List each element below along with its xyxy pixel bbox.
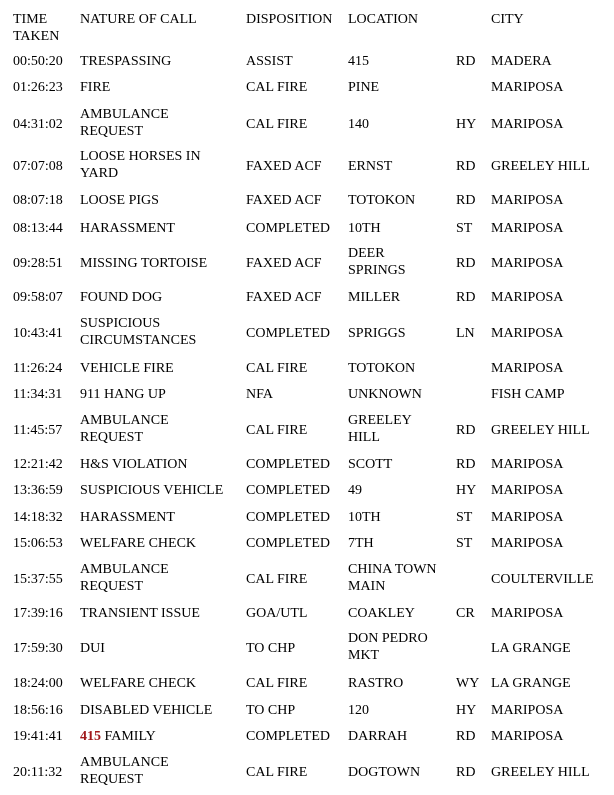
table-row — [0, 315, 614, 351]
call-nature — [80, 360, 174, 377]
call-city: MARIPOSA — [491, 729, 564, 744]
call-nature-line: AMBULANCE — [80, 107, 169, 122]
header-nature: NATURE OF CALL — [80, 12, 197, 27]
call-location-line: UNKNOWN — [348, 387, 422, 402]
call-nature-line: MISSING TORTOISE — [80, 256, 208, 271]
table-row — [0, 245, 614, 281]
call-city: GREELEY HILL — [491, 765, 590, 780]
call-location — [348, 289, 400, 306]
call-time: 11:26:24 — [13, 361, 63, 376]
header-row — [0, 11, 614, 45]
call-nature-line: REQUEST — [80, 579, 143, 594]
call-location — [348, 764, 420, 781]
table-row — [0, 106, 614, 142]
call-time: 14:18:32 — [13, 510, 63, 525]
call-nature-line: REQUEST — [80, 124, 143, 139]
call-city: MARIPOSA — [491, 510, 564, 525]
table-row — [0, 630, 614, 666]
call-location-line: DON PEDRO — [348, 631, 428, 646]
call-time: 01:26:23 — [13, 80, 63, 95]
call-disposition: COMPLETED — [246, 536, 330, 551]
call-time: 09:58:07 — [13, 290, 63, 305]
call-nature — [80, 456, 187, 473]
call-city: MARIPOSA — [491, 326, 564, 341]
call-nature — [80, 754, 169, 788]
call-location — [348, 702, 369, 719]
call-disposition: TO CHP — [246, 641, 296, 656]
call-street-suffix: ST — [456, 221, 473, 236]
table-row — [0, 534, 614, 552]
table-row — [0, 412, 614, 448]
call-disposition: NFA — [246, 387, 273, 402]
call-disposition: GOA/UTL — [246, 606, 308, 621]
call-nature-line: AMBULANCE — [80, 755, 169, 770]
call-time: 15:37:55 — [13, 572, 63, 587]
call-location-line: 120 — [348, 703, 369, 718]
call-city: MARIPOSA — [491, 606, 564, 621]
call-street-suffix: HY — [456, 483, 477, 498]
call-location — [348, 605, 415, 622]
call-nature — [80, 412, 169, 446]
call-nature-line: 911 HANG UP — [80, 387, 166, 402]
call-location-line: MILLER — [348, 290, 401, 305]
call-location-line: 10TH — [348, 510, 381, 525]
call-location-line: 7TH — [348, 536, 374, 551]
call-time: 07:07:08 — [13, 159, 63, 174]
call-nature-line: AMBULANCE — [80, 562, 169, 577]
table-row — [0, 219, 614, 237]
call-disposition: COMPLETED — [246, 510, 330, 525]
call-nature — [80, 386, 166, 403]
call-street-suffix: WY — [456, 676, 480, 691]
call-street-suffix: RD — [456, 729, 476, 744]
table-row — [0, 359, 614, 377]
call-location-line: TOTOKON — [348, 193, 416, 208]
call-nature-line: LOOSE PIGS — [80, 193, 159, 208]
call-location-line: ERNST — [348, 159, 393, 174]
call-nature — [80, 315, 196, 349]
call-city: MARIPOSA — [491, 193, 564, 208]
call-location — [348, 630, 428, 664]
call-nature — [80, 220, 175, 237]
call-disposition: COMPLETED — [246, 326, 330, 341]
call-location-line: RASTRO — [348, 676, 404, 691]
call-time: 18:24:00 — [13, 676, 63, 691]
call-time: 09:28:51 — [13, 256, 63, 271]
call-nature-line: FOUND DOG — [80, 290, 163, 305]
call-nature-line: WELFARE CHECK — [80, 536, 197, 551]
call-nature-line: CIRCUMSTANCES — [80, 333, 197, 348]
table-row — [0, 385, 614, 403]
call-city: LA GRANGE — [491, 641, 571, 656]
call-location-line: HILL — [348, 430, 380, 445]
call-city: MARIPOSA — [491, 256, 564, 271]
call-nature — [80, 53, 171, 70]
call-location-line: MKT — [348, 648, 380, 663]
call-location-line: SPRIGGS — [348, 326, 406, 341]
call-time: 10:43:41 — [13, 326, 63, 341]
call-nature-line: SUSPICIOUS — [80, 316, 161, 331]
call-city: COULTERVILLE — [491, 572, 594, 587]
call-location — [348, 158, 392, 175]
call-nature-line: DUI — [80, 641, 105, 656]
call-street-suffix: HY — [456, 117, 477, 132]
call-nature-line: FIRE — [80, 80, 111, 95]
call-nature — [80, 535, 196, 552]
call-nature-line: AMBULANCE — [80, 413, 169, 428]
call-location-line: 10TH — [348, 221, 381, 236]
call-location-line: PINE — [348, 80, 380, 95]
call-street-suffix: CR — [456, 606, 475, 621]
call-nature — [80, 482, 223, 499]
call-city: MARIPOSA — [491, 361, 564, 376]
header-disposition: DISPOSITION — [246, 12, 333, 27]
call-time: 20:11:32 — [13, 765, 63, 780]
call-location — [348, 561, 437, 595]
call-time: 12:21:42 — [13, 457, 63, 472]
table-row — [0, 481, 614, 499]
call-location-line: DOGTOWN — [348, 765, 421, 780]
call-disposition: COMPLETED — [246, 729, 330, 744]
call-nature: 415 FAMILY — [80, 729, 156, 744]
call-disposition: FAXED ACF — [246, 256, 322, 271]
call-street-suffix: RD — [456, 256, 476, 271]
call-location — [348, 325, 406, 342]
call-disposition: CAL FIRE — [246, 765, 308, 780]
header-city: CITY — [491, 12, 524, 27]
call-nature-line: REQUEST — [80, 772, 143, 787]
table-row — [0, 455, 614, 473]
call-location-line: MAIN — [348, 579, 386, 594]
call-nature-line: REQUEST — [80, 430, 143, 445]
call-location-line: CHINA TOWN — [348, 562, 437, 577]
call-nature — [80, 640, 105, 657]
call-nature-line: LOOSE HORSES IN — [80, 149, 201, 164]
call-street-suffix: RD — [456, 290, 476, 305]
call-city: GREELEY HILL — [491, 423, 590, 438]
call-street-suffix: ST — [456, 536, 473, 551]
call-street-suffix: RD — [456, 54, 476, 69]
call-nature — [80, 702, 212, 719]
call-location-line: 415 — [348, 54, 369, 69]
call-city: MARIPOSA — [491, 536, 564, 551]
table-row — [0, 288, 614, 306]
call-location-line: 140 — [348, 117, 369, 132]
call-time: 11:34:31 — [13, 387, 63, 402]
table-row — [0, 701, 614, 719]
call-location — [348, 116, 369, 133]
call-street-suffix: RD — [456, 457, 476, 472]
call-nature-line: VEHICLE FIRE — [80, 361, 174, 376]
table-row — [0, 508, 614, 526]
call-street-suffix: RD — [456, 423, 476, 438]
call-location-line: TOTOKON — [348, 361, 416, 376]
call-time: 17:39:16 — [13, 606, 63, 621]
call-disposition: CAL FIRE — [246, 80, 308, 95]
call-time: 19:41:41 — [13, 729, 63, 744]
call-nature — [80, 605, 200, 622]
call-location-line: COAKLEY — [348, 606, 415, 621]
call-street-suffix: HY — [456, 703, 477, 718]
call-disposition: CAL FIRE — [246, 361, 308, 376]
call-nature — [80, 192, 159, 209]
call-location — [348, 728, 407, 745]
call-disposition: CAL FIRE — [246, 117, 308, 132]
call-location — [348, 192, 415, 209]
call-street-suffix: RD — [456, 765, 476, 780]
call-street-suffix: ST — [456, 510, 473, 525]
header-location: LOCATION — [348, 12, 418, 27]
call-nature — [80, 675, 196, 692]
call-time: 11:45:57 — [13, 423, 63, 438]
call-time: 18:56:16 — [13, 703, 63, 718]
call-disposition: COMPLETED — [246, 457, 330, 472]
table-row — [0, 148, 614, 184]
call-disposition: FAXED ACF — [246, 193, 322, 208]
call-city: MARIPOSA — [491, 457, 564, 472]
call-nature — [80, 561, 169, 595]
call-street-suffix: RD — [456, 159, 476, 174]
call-location — [348, 245, 406, 279]
call-nature-line: TRANSIENT ISSUE — [80, 606, 200, 621]
table-row — [0, 727, 614, 745]
call-location-line: GREELEY — [348, 413, 412, 428]
call-location — [348, 456, 392, 473]
table-row — [0, 754, 614, 790]
call-street-suffix: RD — [456, 193, 476, 208]
call-nature-line: HARASSMENT — [80, 510, 175, 525]
call-city: FISH CAMP — [491, 387, 565, 402]
header-time-line-1: TIME — [13, 12, 48, 27]
call-location-line: SPRINGS — [348, 263, 406, 278]
call-nature-line: YARD — [80, 166, 119, 181]
call-nature-line: DISABLED VEHICLE — [80, 703, 213, 718]
call-location — [348, 482, 362, 499]
call-nature — [80, 148, 201, 182]
call-time: 08:07:18 — [13, 193, 63, 208]
call-location — [348, 220, 381, 237]
call-location-line: SCOTT — [348, 457, 393, 472]
table-row — [0, 52, 614, 70]
nature-highlight: 415 — [80, 729, 101, 744]
call-location — [348, 79, 379, 96]
call-location — [348, 53, 369, 70]
call-street-suffix: LN — [456, 326, 475, 341]
call-disposition: COMPLETED — [246, 483, 330, 498]
table-row — [0, 674, 614, 692]
call-nature-line: SUSPICIOUS VEHICLE — [80, 483, 224, 498]
call-disposition: FAXED ACF — [246, 290, 322, 305]
call-nature — [80, 106, 169, 140]
call-time: 00:50:20 — [13, 54, 63, 69]
call-nature-line: TRESPASSING — [80, 54, 172, 69]
call-location — [348, 535, 374, 552]
call-disposition: TO CHP — [246, 703, 296, 718]
call-city: MARIPOSA — [491, 290, 564, 305]
call-location-line: DARRAH — [348, 729, 408, 744]
table-row — [0, 78, 614, 96]
call-city: MARIPOSA — [491, 703, 564, 718]
call-nature — [80, 79, 110, 96]
header-time — [13, 11, 59, 45]
call-disposition: CAL FIRE — [246, 676, 308, 691]
call-disposition: COMPLETED — [246, 221, 330, 236]
call-location — [348, 675, 403, 692]
table-row — [0, 191, 614, 209]
call-time: 15:06:53 — [13, 536, 63, 551]
call-location-line: DEER — [348, 246, 385, 261]
call-city: MARIPOSA — [491, 483, 564, 498]
call-disposition: ASSIST — [246, 54, 293, 69]
call-city: LA GRANGE — [491, 676, 571, 691]
call-time: 08:13:44 — [13, 221, 63, 236]
call-nature — [80, 289, 162, 306]
call-location — [348, 386, 422, 403]
call-disposition: FAXED ACF — [246, 159, 322, 174]
table-row — [0, 604, 614, 622]
call-nature-line: H&S VIOLATION — [80, 457, 188, 472]
call-city: GREELEY HILL — [491, 159, 590, 174]
call-city: MARIPOSA — [491, 80, 564, 95]
call-location — [348, 412, 412, 446]
call-time: 17:59:30 — [13, 641, 63, 656]
call-time: 13:36:59 — [13, 483, 63, 498]
call-location-line: 49 — [348, 483, 362, 498]
table-row — [0, 561, 614, 597]
call-disposition: CAL FIRE — [246, 423, 308, 438]
call-nature-line: HARASSMENT — [80, 221, 175, 236]
call-location — [348, 509, 381, 526]
call-disposition: CAL FIRE — [246, 572, 308, 587]
call-city: MARIPOSA — [491, 221, 564, 236]
call-city: MARIPOSA — [491, 117, 564, 132]
call-nature — [80, 509, 175, 526]
call-location — [348, 360, 415, 377]
call-city: MADERA — [491, 54, 552, 69]
call-nature-line: WELFARE CHECK — [80, 676, 197, 691]
call-time: 04:31:02 — [13, 117, 63, 132]
call-nature — [80, 255, 207, 272]
header-time-line-2: TAKEN — [13, 29, 60, 44]
